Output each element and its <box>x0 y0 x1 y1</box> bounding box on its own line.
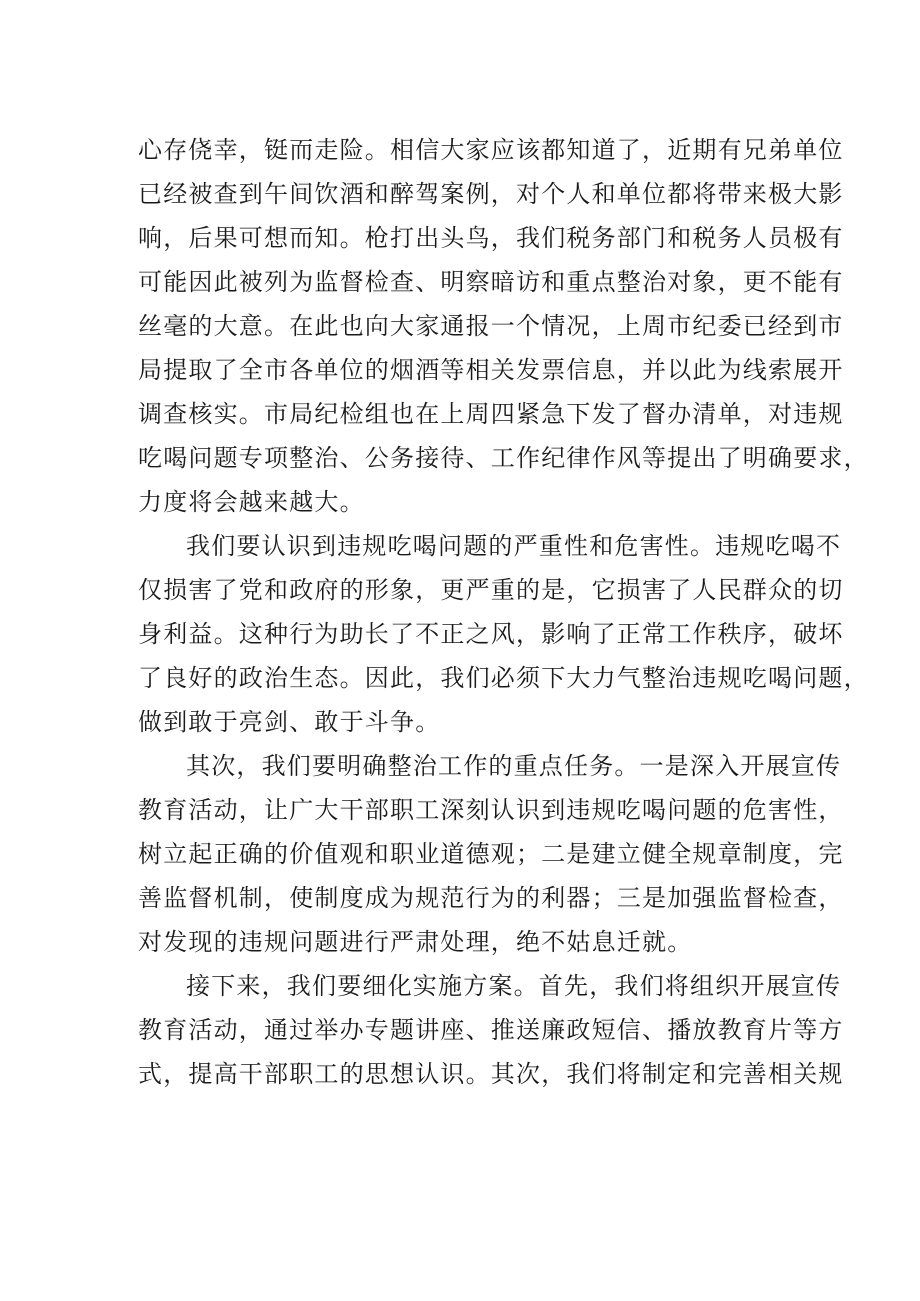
text-line: 教育活动，通过举办专题讲座、推送廉政短信、播放教育片等方 <box>138 1016 844 1044</box>
paragraph-1 <box>138 128 869 524</box>
text-line: 树立起正确的价值观和职业道德观；二是建立健全规章制度，完 <box>138 840 844 868</box>
text-line: 心存侥幸，铤而走险。相信大家应该都知道了，近期有兄弟单位 <box>138 136 844 164</box>
text-line: 响，后果可想而知。枪打出头鸟，我们税务部门和税务人员极有 <box>138 224 844 252</box>
text-line: 做到敢于亮剑、敢于斗争。 <box>138 708 441 736</box>
text-line: 接下来，我们要细化实施方案。首先，我们将组织开展宣传 <box>186 972 842 1000</box>
text-line: 我们要认识到违规吃喝问题的严重性和危害性。违规吃喝不 <box>186 532 842 560</box>
text-line: 调查核实。市局纪检组也在上周四紧急下发了督办清单，对违规 <box>138 400 844 428</box>
text-line: 局提取了全市各单位的烟酒等相关发票信息，并以此为线索展开 <box>138 356 844 384</box>
text-line: 教育活动，让广大干部职工深刻认识到违规吃喝问题的危害性， <box>138 796 844 824</box>
text-line: 式，提高干部职工的思想认识。其次，我们将制定和完善相关规 <box>138 1060 844 1088</box>
text-line: 丝毫的大意。在此也向大家通报一个情况，上周市纪委已经到市 <box>138 312 844 340</box>
text-line: 身利益。这种行为助长了不正之风，影响了正常工作秩序，破坏 <box>138 620 844 648</box>
paragraph-3 <box>138 744 844 964</box>
text-line: 对发现的违规问题进行严肃处理，绝不姑息迁就。 <box>138 928 693 956</box>
paragraph-2 <box>138 524 869 744</box>
text-line: 力度将会越来越大。 <box>138 488 365 516</box>
text-line: 吃喝问题专项整治、公务接待、工作纪律作风等提出了明确要求， <box>138 444 869 472</box>
text-line: 已经被查到午间饮酒和醉驾案例，对个人和单位都将带来极大影 <box>138 180 844 208</box>
text-line: 善监督机制，使制度成为规范行为的利器；三是加强监督检查， <box>138 884 844 912</box>
text-line: 其次，我们要明确整治工作的重点任务。一是深入开展宣传 <box>186 752 842 780</box>
text-line: 可能因此被列为监督检查、明察暗访和重点整治对象，更不能有 <box>138 268 844 296</box>
paragraph-4 <box>138 964 844 1096</box>
text-line: 了良好的政治生态。因此，我们必须下大力气整治违规吃喝问题， <box>138 664 869 692</box>
text-line: 仅损害了党和政府的形象，更严重的是，它损害了人民群众的切 <box>138 576 844 604</box>
document-body <box>138 128 869 1096</box>
